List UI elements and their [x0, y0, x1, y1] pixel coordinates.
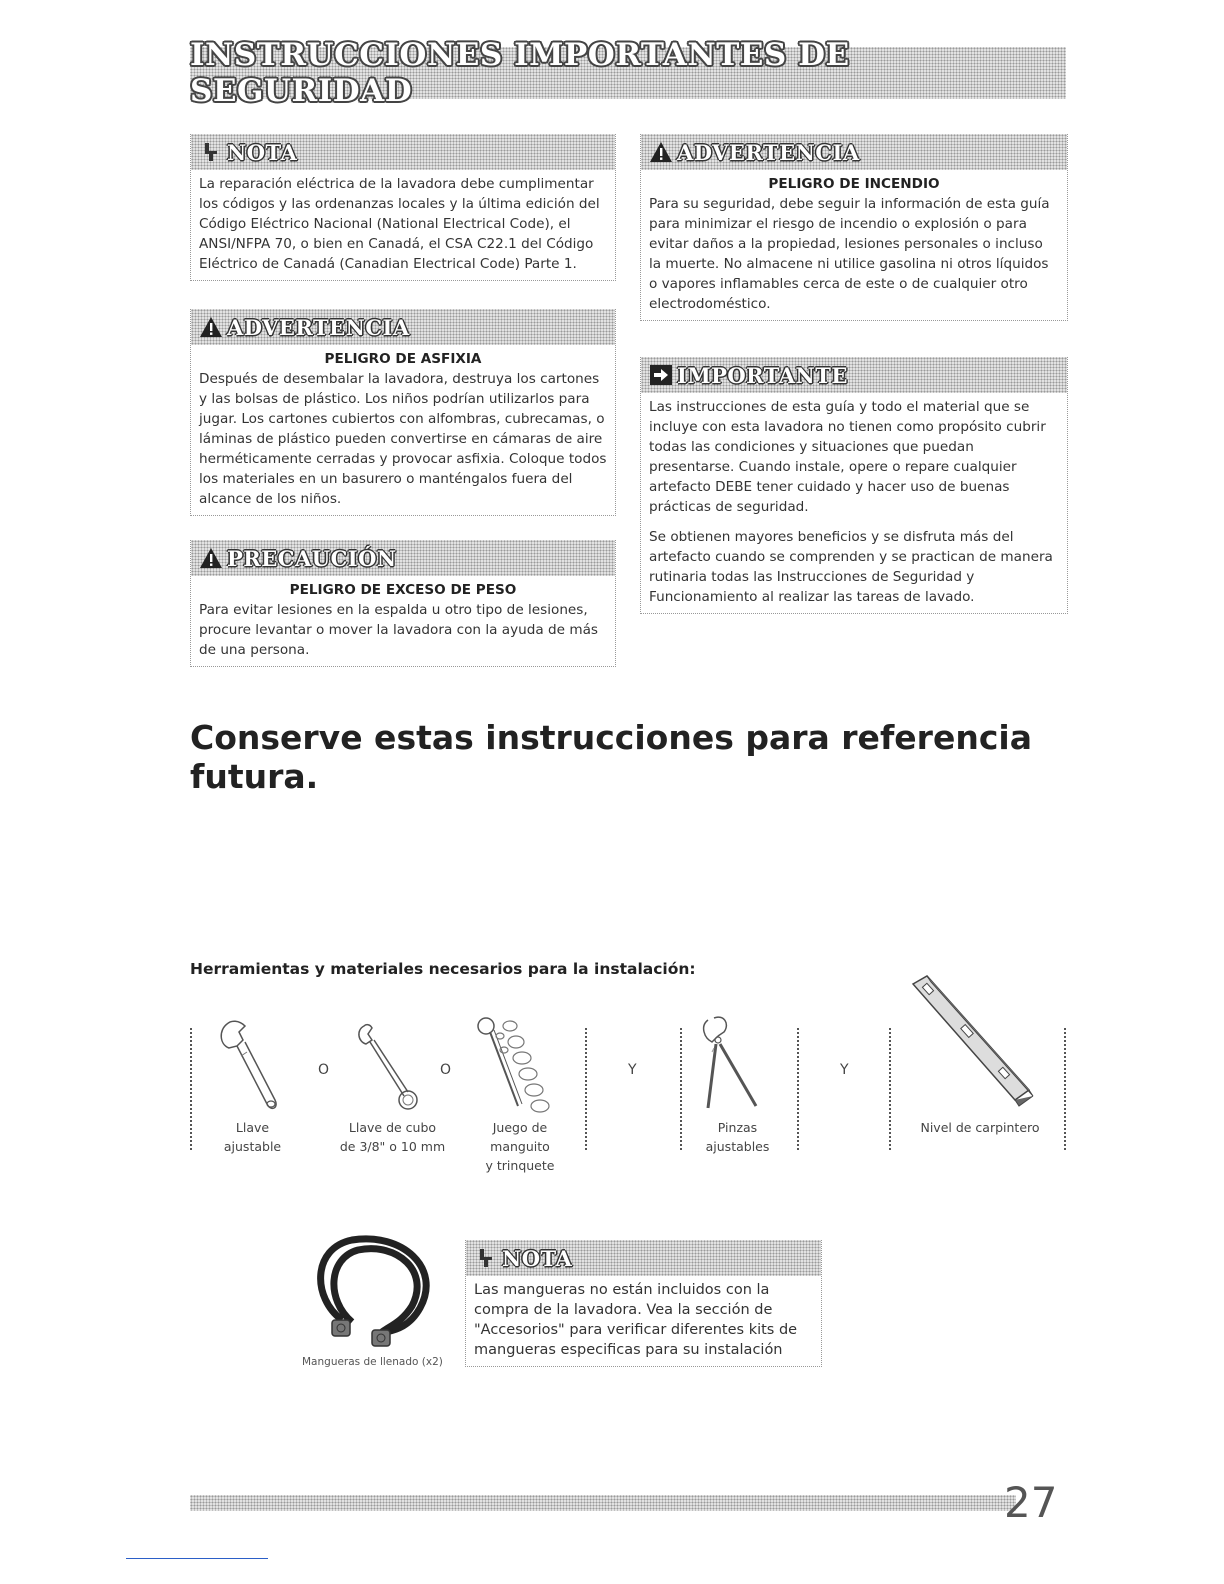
warning-asfixia-text: Después de desembalar la lavadora, destruya los cartones y las bolsas de plástico. Los niños podrían utilizarlos para jugar. Los cartones cubiertos con alfombras, cubrecamas, o láminas de plástico pueden convertirse en cámaras de aire herméticamente cerradas y provocar asfixia. Coloque todos los materiales en un basurero o manténgalos fuera del alcance de los niños.	[199, 371, 607, 507]
note-hand-icon	[199, 140, 223, 164]
ratchet-caption-line1: Juego de	[492, 1120, 548, 1135]
socket-caption	[325, 1118, 460, 1156]
page-title: INSTRUCCIONES IMPORTANTES DE SEGURIDAD	[190, 37, 850, 109]
caution-body	[191, 576, 615, 666]
important-text-2: Se obtienen mayores beneficios y se disfruta más del artefacto cuando se comprenden y se practican de manera rutinaria todas las Instrucciones de Seguridad y Funcionamiento al realizar las tareas de lavado.	[649, 529, 1053, 605]
divider	[190, 1028, 192, 1150]
level-caption-line1: Nivel de carpintero	[920, 1120, 1040, 1135]
ratchet-caption-line3: y trinquete	[485, 1158, 555, 1173]
warning-asfixia-subtitle: PELIGRO DE ASFIXIA	[324, 351, 482, 367]
nota-bottom-text: Las mangueras no están incluidos con la compra de la lavadora. Vea la sección de "Accesorios" para verificar diferentes kits de mangueras especificas para su instalación	[474, 1282, 798, 1358]
important-text-1: Las instrucciones de esta guía y todo el material que se incluye con esta lavadora no tienen como propósito cubrir todas las condiciones y situaciones que puedan presentarse. Cuando instale, opere o repare cualquier artefacto DEBE tener cuidado y hacer uso de buenas prácticas de seguridad.	[649, 399, 1046, 515]
adjustable-wrench-icon	[215, 1016, 285, 1116]
nota-box	[190, 134, 616, 281]
caution-subtitle: PELIGRO DE EXCESO DE PESO	[289, 582, 517, 598]
note-hand-icon	[474, 1246, 498, 1270]
hoses-caption: Mangueras de llenado (x2)	[302, 1356, 443, 1368]
pliers-caption	[690, 1118, 785, 1156]
wrench-caption	[205, 1118, 300, 1156]
caution-box	[190, 540, 616, 667]
divider	[889, 1028, 891, 1150]
warning-fire-body	[641, 170, 1067, 320]
warning-fire-header	[641, 134, 1067, 170]
divider	[585, 1028, 587, 1150]
warning-asfixia-header	[191, 309, 615, 345]
fill-hoses-icon	[302, 1228, 452, 1358]
nota-label: NOTA	[227, 139, 298, 165]
tools-heading: Herramientas y materiales necesarios para la instalación:	[190, 960, 696, 978]
important-box	[640, 357, 1068, 614]
socket-caption-line1: Llave de cubo	[348, 1120, 437, 1135]
important-label: IMPORTANTE	[677, 362, 848, 388]
warning-triangle-icon	[199, 546, 223, 570]
conserve-heading: Conserve estas instrucciones para referencia futura.	[190, 718, 1032, 796]
combination-wrench-icon	[350, 1020, 430, 1116]
divider	[680, 1028, 682, 1150]
wrench-caption-line1: Llave	[235, 1120, 270, 1135]
carpenter-level-icon	[905, 972, 1035, 1114]
warning-triangle-icon	[199, 315, 223, 339]
caution-text: Para evitar lesiones en la espalda u otro tipo de lesiones, procure levantar o mover la lavadora con la ayuda de más de una persona.	[199, 602, 599, 658]
ratchet-caption-line2: manguito	[490, 1139, 550, 1154]
caution-label: PRECAUCIÓN	[227, 545, 397, 571]
warning-asfixia-box	[190, 309, 616, 516]
nota-bottom-header	[466, 1240, 821, 1276]
pliers-caption-line2: ajustables	[705, 1139, 770, 1154]
warning-fire-subtitle: PELIGRO DE INCENDIO	[768, 176, 940, 192]
conjunction-o: O	[318, 1062, 330, 1078]
wrench-caption-line2: ajustable	[223, 1139, 282, 1154]
ratchet-caption	[470, 1118, 570, 1175]
warning-asfixia-body	[191, 345, 615, 515]
conjunction-y: Y	[628, 1062, 637, 1078]
important-header	[641, 357, 1067, 393]
nota-header	[191, 134, 615, 170]
warning-fire-text: Para su seguridad, debe seguir la información de esta guía para minimizar el riesgo de incendio o explosión o para evitar daños a la propiedad, lesiones personales o incluso la muerte. No almacene ni utilice gasolina ni otros líquidos o vapores inflamables cerca de este o de cualquier otro electrodoméstico.	[649, 196, 1050, 312]
page-number: 27	[1004, 1478, 1058, 1527]
nota-bottom-box	[465, 1240, 822, 1367]
footer-bar	[190, 1495, 1016, 1511]
nota-bottom-label: NOTA	[502, 1245, 573, 1271]
important-arrow-icon	[649, 363, 673, 387]
nota-text: La reparación eléctrica de la lavadora debe cumplimentar los códigos y las ordenanzas locales y la última edición del Código Eléctrico Nacional (National Electrical Code), el ANSI/NFPA 70, o bien en Canadá, el CSA C22.1 del Código Eléctrico de Canadá (Canadian Electrical Code) Parte 1.	[199, 176, 600, 272]
warning-fire-label: ADVERTENCIA	[677, 139, 860, 165]
pliers-caption-line1: Pinzas	[717, 1120, 758, 1135]
caution-header	[191, 540, 615, 576]
important-body	[641, 393, 1067, 613]
ratchet-socket-set-icon	[470, 1014, 560, 1118]
warning-fire-box	[640, 134, 1068, 321]
bottom-rule	[126, 1558, 268, 1559]
adjustable-pliers-icon	[690, 1012, 780, 1118]
nota-body	[191, 170, 615, 280]
page-banner	[190, 37, 1066, 109]
level-caption	[905, 1118, 1055, 1137]
nota-bottom-body	[466, 1276, 821, 1366]
conjunction-o: O	[440, 1062, 452, 1078]
warning-triangle-icon	[649, 140, 673, 164]
divider	[797, 1028, 799, 1150]
conjunction-y: Y	[840, 1062, 849, 1078]
socket-caption-line2: de 3/8" o 10 mm	[339, 1139, 446, 1154]
warning-asfixia-label: ADVERTENCIA	[227, 314, 410, 340]
divider	[1064, 1028, 1066, 1150]
